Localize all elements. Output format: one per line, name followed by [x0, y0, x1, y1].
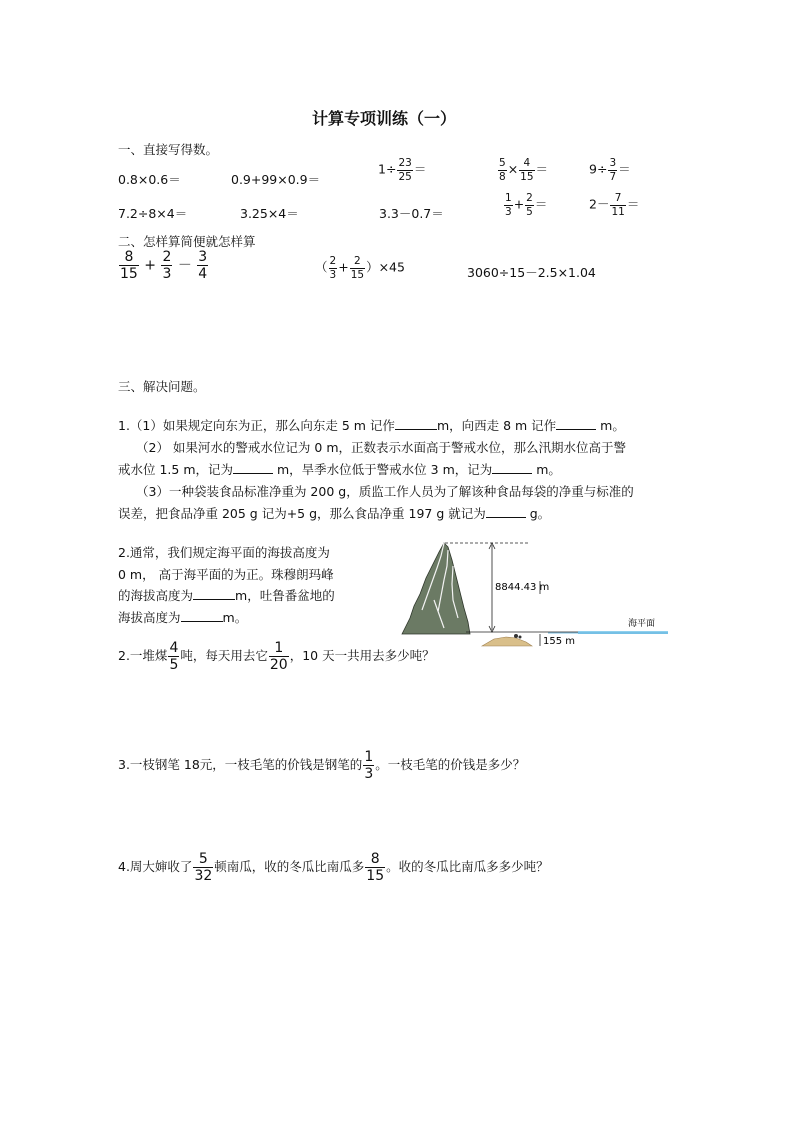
problem-1-8: 3.3－0.7＝ — [379, 206, 444, 221]
basin-marker — [519, 636, 522, 639]
fraction: $\frac{4}{5}$ — [169, 640, 179, 673]
fraction: $\frac{5}{32}$ — [194, 851, 213, 884]
problem-1-9: $\frac{1}{3}$ + $\frac{2}{5}$ ＝ — [505, 192, 548, 218]
depth-label: 155 m — [543, 636, 576, 647]
problem-1-2: 0.9+99×0.9＝ — [231, 172, 321, 187]
problem-1-6: 7.2÷8×4＝ — [118, 206, 188, 221]
fraction: $\frac{23}{25}$ — [398, 157, 412, 183]
question-1-part-2-line-2: 戒水位 1.5 m，记为 m，旱季水位低于警戒水位 3 m，记为 m。 — [118, 462, 561, 477]
height-label: 8844.43 m — [495, 582, 550, 593]
question-2-line-3: 的海拔高度为 m，吐鲁番盆地的 — [118, 588, 335, 603]
fraction: $\frac{2}{5}$ — [526, 192, 533, 218]
problem-1-4: $\frac{5}{8}$ × $\frac{4}{15}$ ＝ — [499, 157, 549, 183]
problem-1-3: 1÷ $\frac{23}{25}$ ＝ — [378, 157, 427, 183]
sea-level-label: 海平面 — [628, 619, 656, 629]
fraction: $\frac{8}{15}$ — [120, 249, 138, 282]
fraction: $\frac{1}{20}$ — [269, 640, 288, 673]
page-title: 计算专项训练（一） — [312, 109, 457, 128]
answer-blank[interactable] — [193, 587, 235, 600]
fraction: $\frac{1}{3}$ — [505, 192, 512, 218]
fraction: $\frac{7}{11}$ — [611, 192, 625, 218]
question-2-line-2: 0 m， 高于海平面的为正。珠穆朗玛峰 — [118, 567, 334, 582]
elevation-figure — [398, 538, 670, 648]
question-2-line-1: 2.通常，我们规定海平面的海拔高度为 — [118, 545, 330, 560]
question-1-part-3-line-2: 误差，把食品净重 205 g 记为+5 g，那么食品净重 197 g 就记为 g。 — [118, 506, 551, 521]
section-3-heading: 三、解决问题。 — [118, 379, 206, 394]
question-1-part-3-line-1: （3）一种袋装食品标准净重为 200 g，质监工作人员为了解该种食品每袋的净重与标准的 — [136, 484, 634, 499]
problem-1-7: 3.25×4＝ — [240, 206, 299, 221]
answer-blank[interactable] — [233, 461, 273, 474]
problem-1-10: 2－ $\frac{7}{11}$ ＝ — [589, 192, 640, 218]
question-5: 4.周大婶收了 $\frac{5}{32}$ 顿南瓜，收的冬瓜比南瓜多 $\frac{8}{15}$ 。收的冬瓜比南瓜多多少吨？ — [118, 851, 549, 884]
problem-1-1: 0.8×0.6＝ — [118, 172, 181, 187]
question-1-part-2-line-1: （2） 如果河水的警戒水位记为 0 m，正数表示水面高于警戒水位，那么汛期水位高于警 — [136, 440, 627, 455]
question-1-part-1: 1.（1）如果规定向东为正，那么向东走 5 m 记作 m，向西走 8 m 记作 m。 — [118, 418, 625, 433]
fraction: $\frac{2}{3}$ — [162, 249, 172, 282]
answer-blank[interactable] — [181, 609, 223, 622]
problem-1-5: 9÷ $\frac{3}{7}$ ＝ — [589, 157, 631, 183]
answer-blank[interactable] — [395, 417, 437, 430]
fraction: $\frac{5}{8}$ — [499, 157, 506, 183]
section-1-heading: 一、直接写得数。 — [118, 142, 219, 157]
mountain-icon — [402, 543, 470, 634]
fraction: $\frac{1}{3}$ — [364, 749, 374, 782]
question-4: 3.一枝钢笔 18元，一枝毛笔的价钱是钢笔的 $\frac{1}{3}$ 。一枝毛笔的价钱是多少？ — [118, 749, 526, 782]
answer-blank[interactable] — [492, 461, 532, 474]
fraction: $\frac{2}{3}$ — [329, 255, 337, 281]
basin-shape — [482, 637, 532, 646]
expression-2-3: 3060÷15－2.5×1.04 — [467, 265, 596, 280]
fraction: $\frac{4}{15}$ — [520, 157, 534, 183]
basin-marker — [514, 634, 518, 638]
expression-2-2: （ $\frac{2}{3}$ + $\frac{2}{15}$ ）×45 — [315, 255, 405, 281]
question-2-line-4: 海拔高度为 m。 — [118, 610, 248, 625]
fraction: $\frac{3}{4}$ — [198, 249, 208, 282]
answer-blank[interactable] — [556, 417, 596, 430]
section-2-heading: 二、怎样算简便就怎样算 — [118, 234, 256, 249]
question-3: 2.一堆煤 $\frac{4}{5}$ 吨，每天用去它 $\frac{1}{20}$ ，10 天一共用去多少吨？ — [118, 640, 435, 673]
sea-surface — [578, 631, 668, 634]
answer-blank[interactable] — [486, 505, 526, 518]
fraction: $\frac{8}{15}$ — [366, 851, 385, 884]
fraction: $\frac{3}{7}$ — [609, 157, 617, 183]
fraction: $\frac{2}{15}$ — [350, 255, 365, 281]
expression-2-1: $\frac{8}{15}$ + $\frac{2}{3}$ － $\frac{3}{4}$ — [120, 249, 208, 282]
